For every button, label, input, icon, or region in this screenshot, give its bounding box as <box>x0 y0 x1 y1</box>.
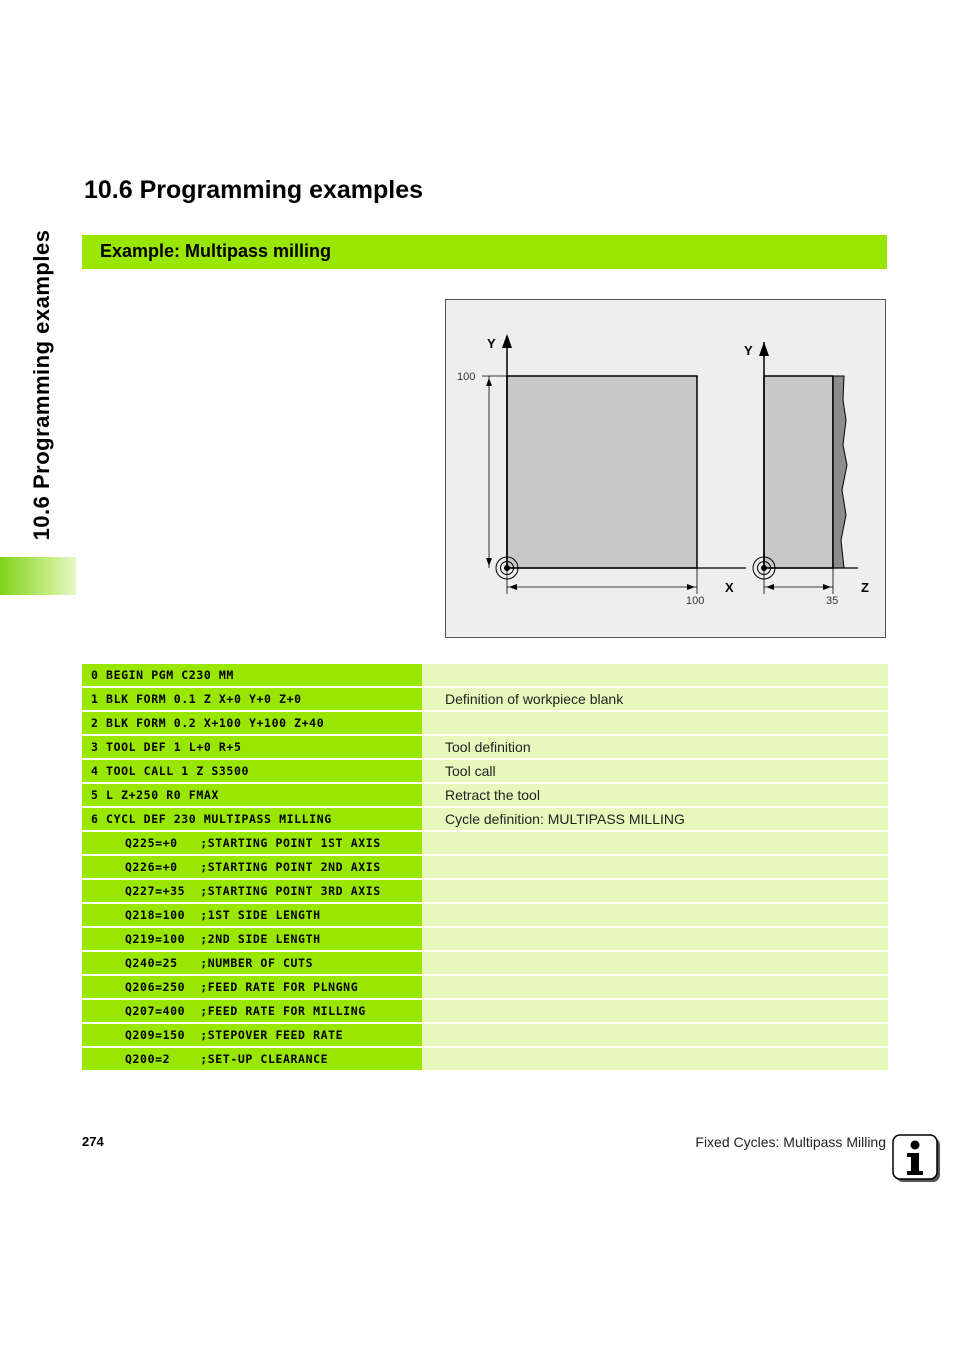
nc-comment <box>422 712 888 734</box>
nc-parameter: Q207=400 ;FEED RATE FOR MILLING <box>82 1000 422 1022</box>
program-line <box>82 832 888 854</box>
program-line <box>82 856 888 878</box>
nc-comment <box>422 1000 888 1022</box>
program-line <box>82 1048 888 1070</box>
section-header <box>82 235 887 269</box>
chapter-footer: Fixed Cycles: Multipass Milling <box>695 1134 886 1150</box>
section-title: Example: Multipass milling <box>100 241 332 261</box>
nc-block: 0 BEGIN PGM C230 MM <box>82 664 422 686</box>
front-y-label: Y <box>487 336 496 351</box>
side-z-label: Z <box>861 580 869 595</box>
side-view-material <box>833 376 847 568</box>
page-title: 10.6 Programming examples <box>84 176 424 204</box>
program-line <box>82 760 888 782</box>
front-x-dim: 100 <box>686 595 705 607</box>
program-line <box>82 1000 888 1022</box>
nc-parameter: Q200=2 ;SET-UP CLEARANCE <box>82 1048 422 1070</box>
program-line <box>82 664 888 686</box>
nc-comment <box>422 856 888 878</box>
side-y-label: Y <box>744 343 753 358</box>
side-z-dim: 35 <box>826 595 839 607</box>
nc-parameter: Q206=250 ;FEED RATE FOR PLNGNG <box>82 976 422 998</box>
nc-comment <box>422 1048 888 1070</box>
nc-comment <box>422 664 888 686</box>
nc-comment <box>422 976 888 998</box>
nc-comment <box>422 832 888 854</box>
front-view-workpiece <box>507 376 697 568</box>
nc-parameter: Q227=+35 ;STARTING POINT 3RD AXIS <box>82 880 422 902</box>
program-line <box>82 808 888 830</box>
nc-parameter: Q209=150 ;STEPOVER FEED RATE <box>82 1024 422 1046</box>
nc-comment: Cycle definition: MULTIPASS MILLING <box>422 808 888 830</box>
nc-comment <box>422 904 888 926</box>
nc-block: 4 TOOL CALL 1 Z S3500 <box>82 760 422 782</box>
program-line <box>82 880 888 902</box>
nc-comment: Tool definition <box>422 736 888 758</box>
chapter-tab-marker <box>0 557 76 595</box>
program-line <box>82 736 888 758</box>
nc-block: 3 TOOL DEF 1 L+0 R+5 <box>82 736 422 758</box>
nc-comment: Retract the tool <box>422 784 888 806</box>
nc-comment <box>422 952 888 974</box>
nc-block: 5 L Z+250 R0 FMAX <box>82 784 422 806</box>
program-line <box>82 904 888 926</box>
program-line <box>82 712 888 734</box>
nc-parameter: Q219=100 ;2ND SIDE LENGTH <box>82 928 422 950</box>
side-view-workpiece <box>764 376 833 568</box>
program-line <box>82 688 888 710</box>
nc-parameter: Q225=+0 ;STARTING POINT 1ST AXIS <box>82 832 422 854</box>
nc-comment <box>422 880 888 902</box>
nc-block: 6 CYCL DEF 230 MULTIPASS MILLING <box>82 808 422 830</box>
program-line <box>82 784 888 806</box>
page-number: 274 <box>82 1134 104 1149</box>
side-chapter-title: 10.6 Programming examples <box>29 229 54 541</box>
program-line <box>82 1024 888 1046</box>
workpiece-drawing <box>445 299 886 638</box>
info-icon <box>892 1134 942 1184</box>
front-y-dim: 100 <box>457 371 476 383</box>
nc-comment <box>422 1024 888 1046</box>
nc-comment: Tool call <box>422 760 888 782</box>
nc-comment <box>422 928 888 950</box>
nc-comment: Definition of workpiece blank <box>422 688 888 710</box>
program-line <box>82 952 888 974</box>
nc-block: 2 BLK FORM 0.2 X+100 Y+100 Z+40 <box>82 712 422 734</box>
nc-parameter: Q226=+0 ;STARTING POINT 2ND AXIS <box>82 856 422 878</box>
program-line <box>82 976 888 998</box>
program-line <box>82 928 888 950</box>
nc-parameter: Q218=100 ;1ST SIDE LENGTH <box>82 904 422 926</box>
nc-block: 1 BLK FORM 0.1 Z X+0 Y+0 Z+0 <box>82 688 422 710</box>
program-listing <box>82 664 888 1072</box>
nc-parameter: Q240=25 ;NUMBER OF CUTS <box>82 952 422 974</box>
front-x-label: X <box>725 580 734 595</box>
